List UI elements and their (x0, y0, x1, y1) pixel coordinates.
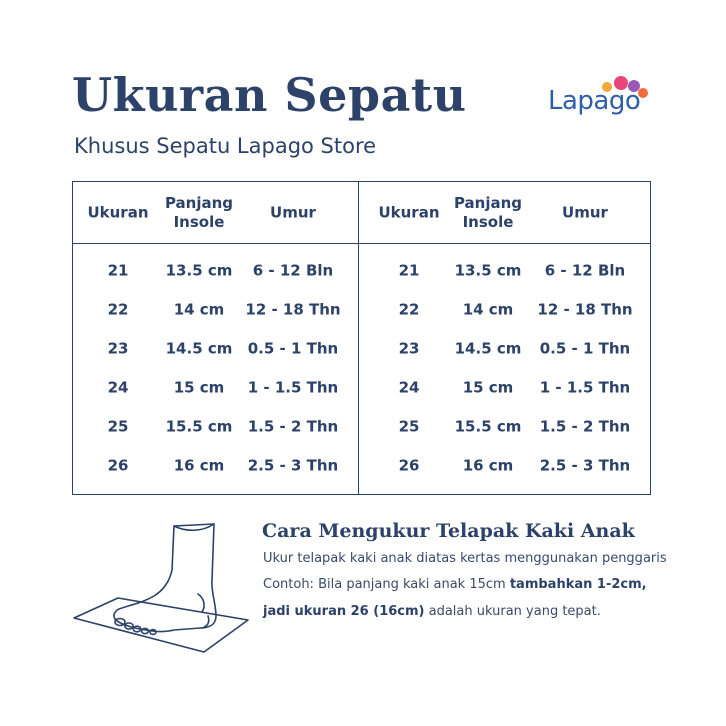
table-cell: 25 (107, 417, 129, 436)
table-header-cell: Ukuran (87, 203, 149, 222)
logo-text: Lapago (548, 86, 641, 116)
table-cell: 15 cm (462, 378, 514, 397)
table-header-cell: Umur (270, 203, 316, 222)
table-cell: 0.5 - 1 Thn (247, 339, 339, 358)
table-cell: 12 - 18 Thn (245, 300, 341, 319)
table-cell: 14.5 cm (454, 339, 522, 358)
table-cell: 26 (398, 456, 420, 475)
table-cell: 21 (107, 261, 129, 280)
table-cell: 1 - 1.5 Thn (247, 378, 339, 397)
howto-line-3 (263, 604, 601, 619)
table-header-cell: Panjang Insole (164, 194, 234, 231)
table-cell: 6 - 12 Bln (544, 261, 626, 280)
table-cell: 22 (398, 300, 420, 319)
howto-title: Cara Mengukur Telapak Kaki Anak (262, 520, 635, 542)
table-cell: 26 (107, 456, 129, 475)
table-cell: 15.5 cm (165, 417, 233, 436)
howto-line-3-text: adalah ukuran yang tepat. (424, 604, 601, 619)
table-cell: 14 cm (462, 300, 514, 319)
table-cell: 1 - 1.5 Thn (539, 378, 631, 397)
howto-line-2-bold: tambahkan 1-2cm, (509, 577, 647, 592)
table-cell: 25 (398, 417, 420, 436)
howto-line-1: Ukur telapak kaki anak diatas kertas menggunakan penggaris (263, 551, 667, 566)
table-cell: 24 (398, 378, 420, 397)
table-cell: 15 cm (173, 378, 225, 397)
table-cell: 1.5 - 2 Thn (247, 417, 339, 436)
table-cell: 13.5 cm (454, 261, 522, 280)
table-cell: 14 cm (173, 300, 225, 319)
howto-line-3-bold: jadi ukuran 26 (16cm) (263, 604, 425, 619)
table-cell: 2.5 - 3 Thn (539, 456, 631, 475)
table-cell: 13.5 cm (165, 261, 233, 280)
table-header-cell: Umur (562, 203, 608, 222)
table-cell: 15.5 cm (454, 417, 522, 436)
table-cell: 1.5 - 2 Thn (539, 417, 631, 436)
table-cell: 6 - 12 Bln (252, 261, 334, 280)
howto-line-2-text: Contoh: Bila panjang kaki anak 15cm (263, 577, 510, 592)
table-header-line (72, 243, 651, 244)
table-cell: 23 (107, 339, 129, 358)
page-title: Ukuran Sepatu (72, 68, 467, 122)
table-cell: 14.5 cm (165, 339, 233, 358)
table-cell: 0.5 - 1 Thn (539, 339, 631, 358)
page-subtitle: Khusus Sepatu Lapago Store (74, 134, 377, 158)
table-cell: 21 (398, 261, 420, 280)
table-cell: 22 (107, 300, 129, 319)
table-cell: 2.5 - 3 Thn (247, 456, 339, 475)
foot-on-paper-icon (70, 520, 250, 660)
table-cell: 16 cm (462, 456, 514, 475)
table-frame (72, 181, 651, 495)
table-cell: 12 - 18 Thn (537, 300, 633, 319)
table-divider (358, 181, 359, 495)
lapago-logo (548, 76, 652, 122)
table-header-cell: Ukuran (378, 203, 440, 222)
table-header-cell: Panjang Insole (453, 194, 523, 231)
table-cell: 16 cm (173, 456, 225, 475)
table-cell: 24 (107, 378, 129, 397)
table-cell: 23 (398, 339, 420, 358)
howto-line-2 (263, 577, 647, 592)
